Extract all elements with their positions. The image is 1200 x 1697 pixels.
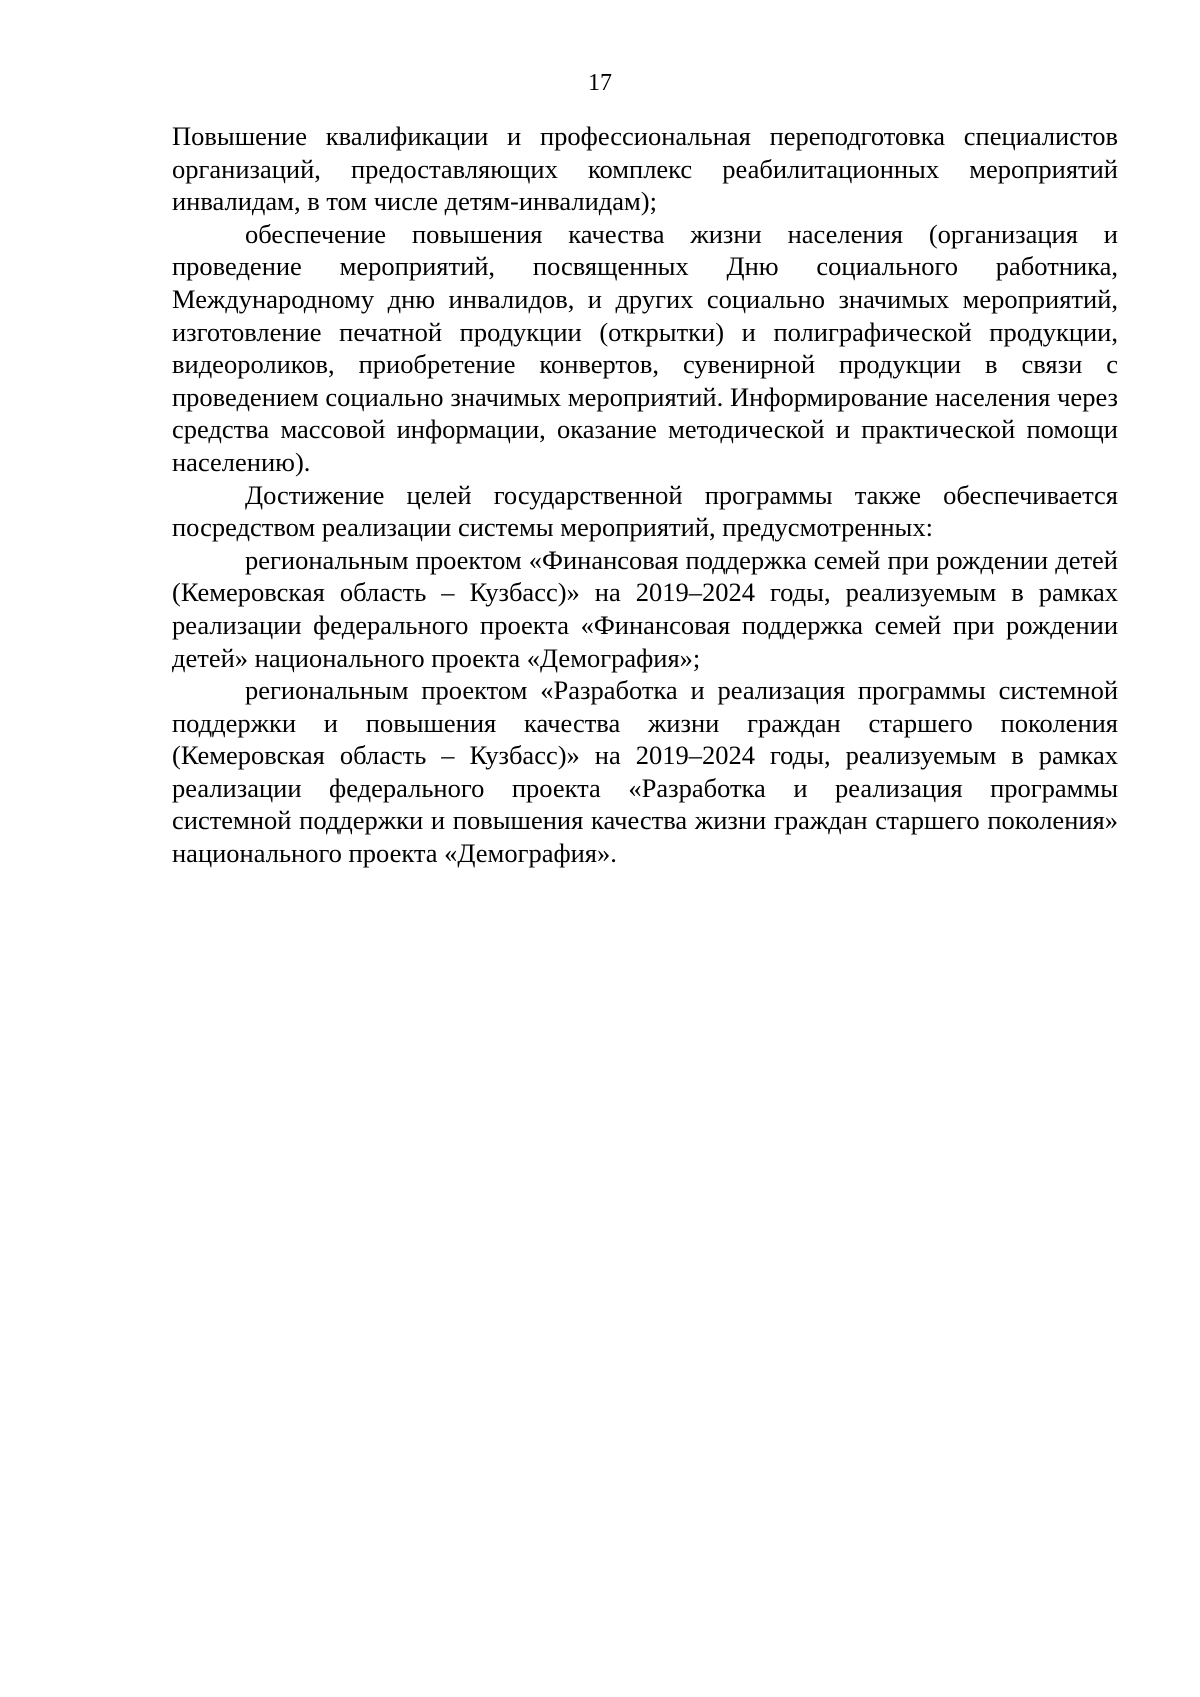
paragraph-goals-achievement: Достижение целей государственной программы также обеспечивается посредством реализации системы мероприятий, предусмотренных: [172, 479, 1118, 543]
paragraph-qualification: Повышение квалификации и профессиональная переподготовка специалистов организаций, предоставляющих комплекс реабилитационных мероприятий инвалидам, в том числе детям-инвалидам); [172, 121, 1118, 217]
paragraph-project-family-support: региональным проектом «Финансовая поддержка семей при рождении детей (Кемеровская область – Кузбасс)» на 2019–2024 годы, реализуемым в рамках реализации федерального проекта «Финансовая поддержка семей при рождении детей» национального проекта «Демография»; [172, 544, 1118, 673]
paragraph-project-older-generation: региональным проектом «Разработка и реализация программы системной поддержки и повышения качества жизни граждан старшего поколения (Кемеровская область – Кузбасс)» на 2019–2024 годы, реализуемым в рамках реализации федерального проекта «Разработка и реализация программы системной поддержки и повышения качества жизни граждан старшего поколения» национального проекта «Демография». [172, 675, 1118, 869]
document-body [172, 120, 1118, 870]
page-number: 17 [588, 70, 612, 96]
paragraph-quality-of-life: обеспечение повышения качества жизни населения (организация и проведение мероприятий, посвященных Дню социального работника, Международному дню инвалидов, и других социально значимых мероприятий, изготовление печатной продукции (открытки) и полиграфической продукции, видеороликов, приобретение конвертов, сувенирной продукции в связи с проведением социально значимых мероприятий. Информирование населения через средства массовой информации, оказание методической и практической помощи населению). [172, 218, 1118, 477]
